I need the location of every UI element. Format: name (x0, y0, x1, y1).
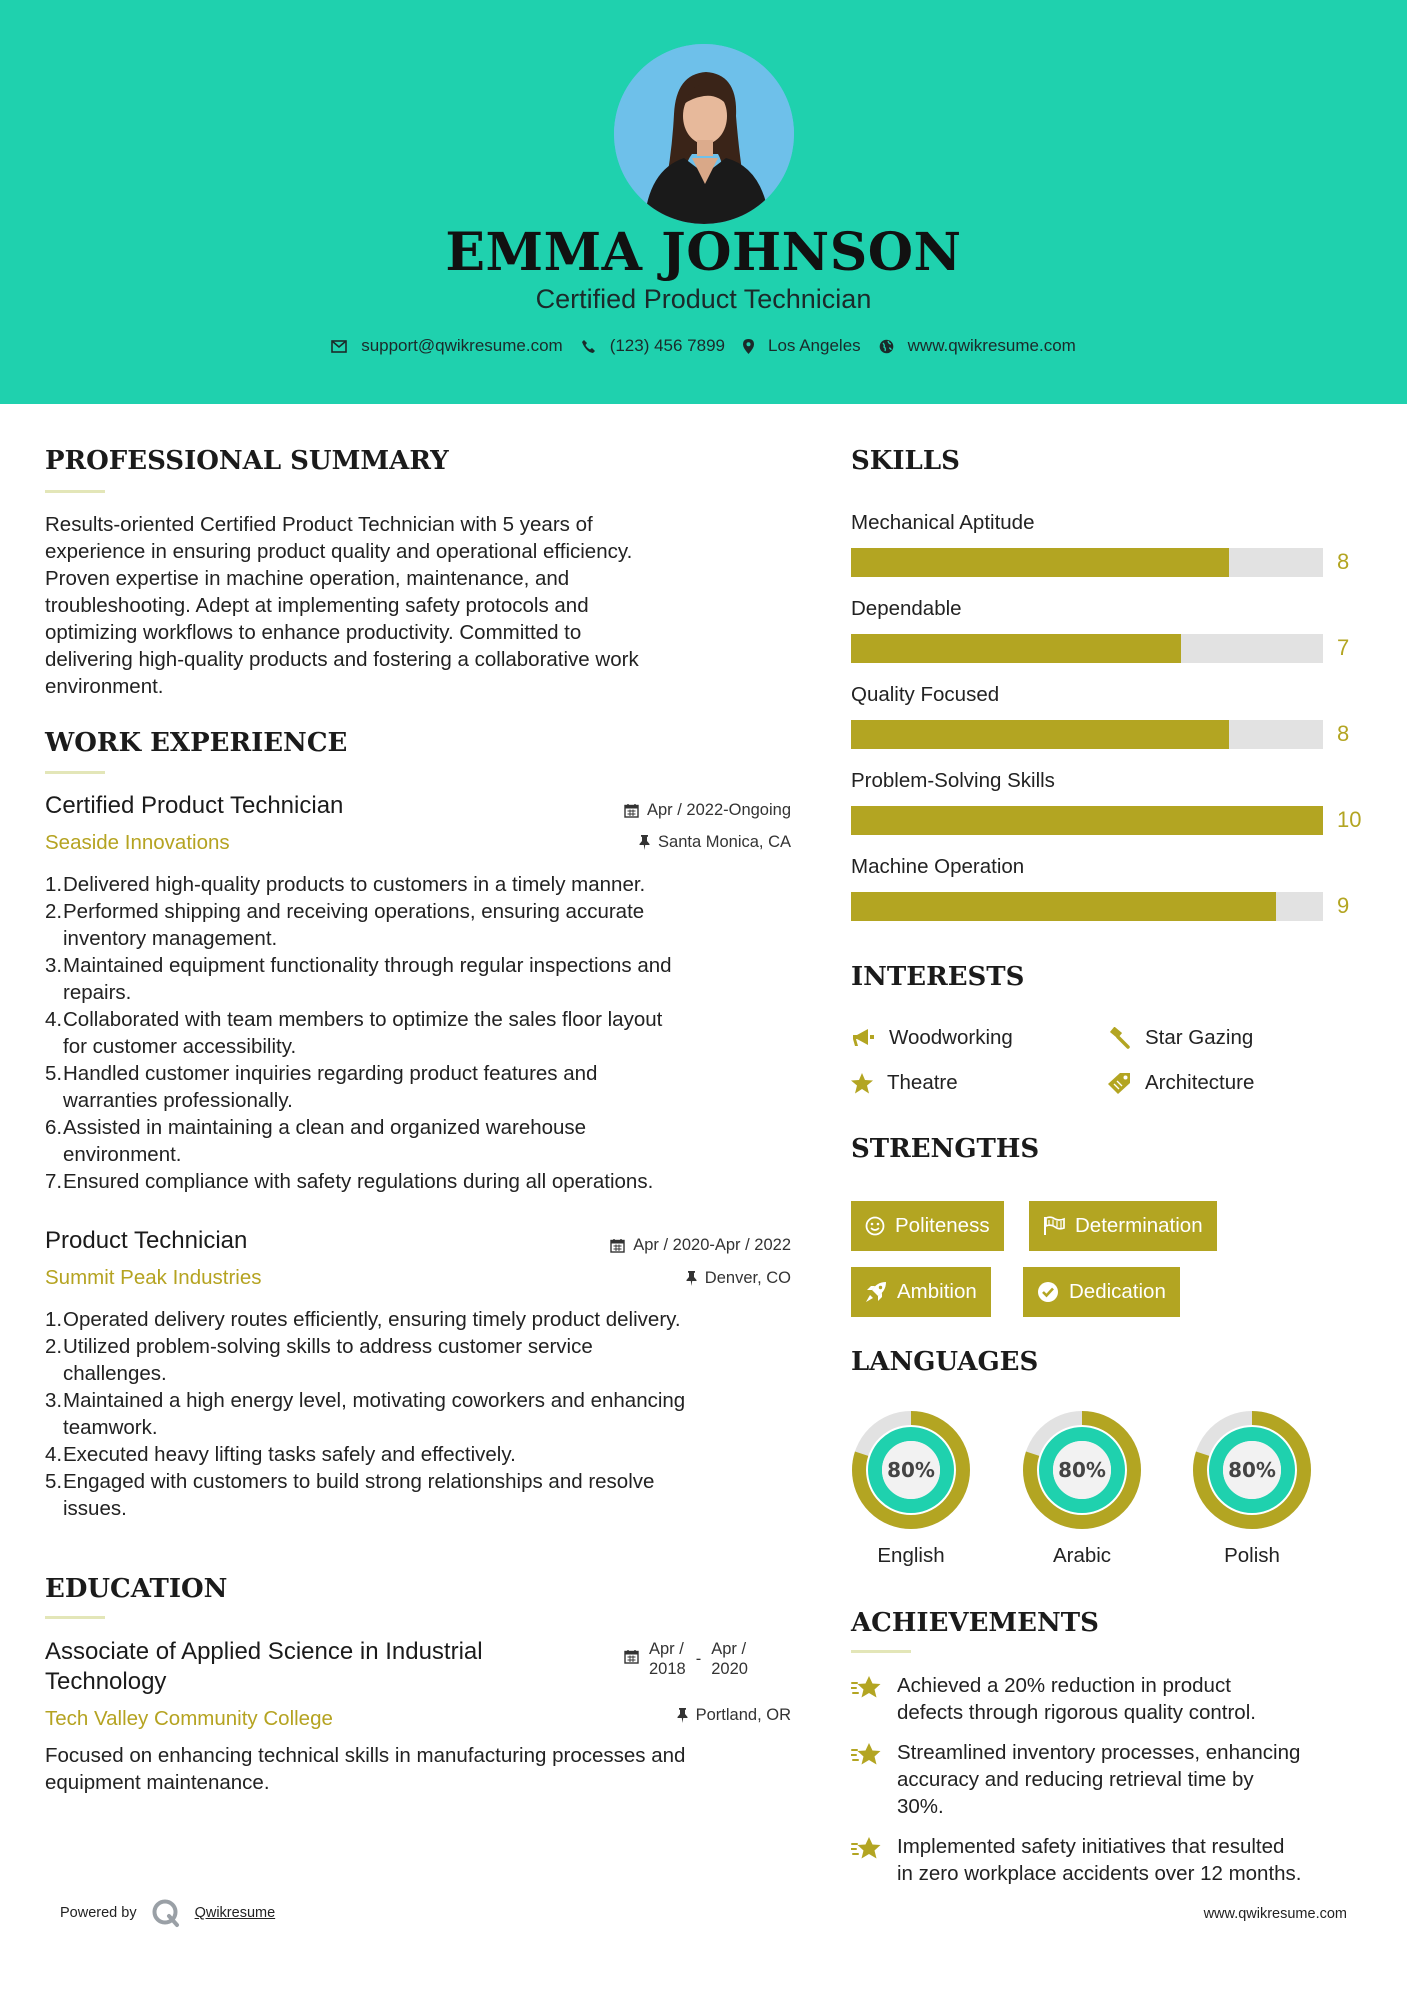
summary-rule (45, 490, 105, 493)
pushpin-icon (639, 835, 650, 850)
skill-value: 8 (1337, 721, 1350, 746)
email-text: support@qwikresume.com (361, 336, 563, 355)
footer-site-link[interactable]: www.qwikresume.com (1203, 1906, 1347, 1922)
bullet-line: inventory management. (63, 927, 278, 950)
language-ring-graphic (851, 1410, 971, 1530)
skill-bar-fill (851, 634, 1181, 663)
list-item (45, 1060, 805, 1114)
rocket-icon (865, 1281, 887, 1303)
footer-powered-by (60, 1898, 275, 1928)
list-item (45, 1387, 805, 1441)
job-date (540, 801, 791, 820)
contact-location (743, 336, 861, 356)
strength-label: Ambition (897, 1280, 977, 1303)
language-percent: 80% (1228, 1458, 1276, 1482)
envelope-icon (331, 340, 347, 353)
education-date (624, 1639, 748, 1679)
gavel-icon (1107, 1027, 1131, 1049)
skill-bar-track (851, 720, 1323, 749)
job-date (540, 1236, 791, 1255)
achievement-item (851, 1833, 1371, 1887)
achievements-heading: ACHIEVEMENTS (851, 1608, 1099, 1638)
avatar (614, 44, 794, 224)
skill-label: Problem-Solving Skills (851, 769, 1055, 792)
language-percent: 80% (1058, 1458, 1106, 1482)
tag-icon (1107, 1072, 1131, 1094)
bullet-number: 2. (45, 1335, 63, 1358)
bullet-line: environment. (63, 1143, 182, 1166)
job-date-text: Apr / 2022-Ongoing (646, 801, 791, 819)
flag-icon (1043, 1216, 1065, 1236)
education-desc-line: Focused on enhancing technical skills in manufacturing processes and (45, 1744, 686, 1767)
summary-line: environment. (45, 675, 164, 698)
achievement-item (851, 1672, 1371, 1726)
language-percent: 80% (887, 1458, 935, 1482)
bullet-number: 6. (45, 1116, 63, 1139)
powered-by-text: Powered by (60, 1905, 137, 1921)
bullet-number: 3. (45, 1389, 63, 1412)
achievement-text (897, 1672, 1256, 1726)
map-pin-icon (743, 339, 754, 354)
education-location (540, 1706, 791, 1725)
bullet-line: Ensured compliance with safety regulations during all operations. (63, 1170, 654, 1193)
bullet-number: 7. (45, 1170, 63, 1193)
list-item (45, 871, 805, 898)
bullet-number: 1. (45, 873, 63, 896)
interest-label: Star Gazing (1145, 1026, 1254, 1049)
date-text: 2018 (649, 1660, 686, 1678)
skill-label: Mechanical Aptitude (851, 511, 1035, 534)
interest-item (851, 1026, 1013, 1050)
interests-heading: INTERESTS (851, 962, 1025, 992)
skill-value: 8 (1337, 549, 1350, 574)
summary-heading: PROFESSIONAL SUMMARY (45, 446, 449, 476)
list-item (45, 1168, 805, 1195)
job-bullets (45, 871, 805, 1195)
bullet-line: Maintained a high energy level, motivating coworkers and enhancing (63, 1389, 686, 1412)
summary-line: troubleshooting. Adept at implementing safety protocols and (45, 594, 589, 617)
summary-line: Results-oriented Certified Product Technician with 5 years of (45, 513, 593, 536)
language-ring (851, 1410, 971, 1535)
star-award-icon (851, 1835, 883, 1863)
pushpin-icon (686, 1271, 697, 1286)
bullet-line: Engaged with customers to build strong relationships and resolve (63, 1470, 655, 1493)
interest-item (851, 1071, 958, 1095)
language-name: English (877, 1544, 945, 1567)
education-desc-line: equipment maintenance. (45, 1771, 270, 1794)
list-item (45, 1333, 805, 1387)
contact-bar (0, 336, 1407, 356)
strengths-heading: STRENGTHS (851, 1134, 1040, 1164)
summary-line: optimizing workflows to enhance productivity. Committed to (45, 621, 582, 644)
star-award-icon (851, 1741, 883, 1769)
degree-line: Associate of Applied Science in Industrial (45, 1638, 483, 1665)
contact-phone[interactable] (581, 336, 725, 356)
bullet-line: Maintained equipment functionality through regular inspections and (63, 954, 672, 977)
bullet-line: Performed shipping and receiving operations, ensuring accurate (63, 900, 645, 923)
job-location-text: Denver, CO (704, 1269, 791, 1287)
calendar-icon (624, 1649, 639, 1664)
job-title: Product Technician (45, 1227, 248, 1254)
summary-line: Proven expertise in machine operation, maintenance, and (45, 567, 570, 590)
star-icon (851, 1073, 873, 1094)
language-ring-graphic (1192, 1410, 1312, 1530)
list-item (45, 1114, 805, 1168)
bullet-line: Handled customer inquiries regarding product features and (63, 1062, 598, 1085)
interest-label: Theatre (887, 1071, 958, 1094)
list-item (45, 1006, 805, 1060)
job-location (540, 833, 791, 852)
achievement-item (851, 1739, 1371, 1820)
interest-item (1107, 1026, 1253, 1050)
skill-bar-fill (851, 720, 1229, 749)
phone-icon (581, 339, 596, 354)
profile-photo (614, 44, 794, 224)
star-award-icon (851, 1674, 883, 1702)
bullet-number: 5. (45, 1062, 63, 1085)
skill-bar-track (851, 548, 1323, 577)
achievement-text (897, 1833, 1302, 1887)
list-item (45, 952, 805, 1006)
bullet-line: Utilized problem-solving skills to address customer service (63, 1335, 593, 1358)
bullet-line: Operated delivery routes efficiently, ensuring timely product delivery. (63, 1308, 681, 1331)
job-bullets (45, 1306, 805, 1522)
bullet-line: issues. (63, 1497, 127, 1520)
skill-label: Quality Focused (851, 683, 1000, 706)
bullet-line: Collaborated with team members to optimize the sales floor layout (63, 1008, 663, 1031)
job-location (540, 1269, 791, 1288)
skill-bar-track (851, 892, 1323, 921)
bullet-line: teamwork. (63, 1416, 158, 1439)
contact-website[interactable] (879, 336, 1076, 356)
achievement-line: Achieved a 20% reduction in product (897, 1674, 1231, 1697)
experience-rule (45, 771, 105, 774)
brand-link[interactable]: Qwikresume (194, 1905, 276, 1921)
education-date-end (711, 1639, 748, 1679)
candidate-name: EMMA JOHNSON (445, 222, 962, 283)
check-circle-icon (1037, 1281, 1059, 1303)
achievements-rule (851, 1650, 911, 1653)
phone-text: (123) 456 7899 (609, 336, 726, 355)
qwikresume-logo-icon (151, 1898, 181, 1928)
skill-bar-track (851, 634, 1323, 663)
strength-label: Politeness (895, 1214, 990, 1237)
interest-item (1107, 1071, 1254, 1095)
list-item (45, 1468, 805, 1522)
language-ring (1022, 1410, 1142, 1535)
bullet-line: Assisted in maintaining a clean and organized warehouse (63, 1116, 587, 1139)
language-name: Polish (1224, 1544, 1280, 1567)
achievement-line: defects through rigorous quality control. (897, 1701, 1256, 1724)
list-item (45, 898, 805, 952)
job-company: Seaside Innovations (45, 831, 230, 854)
education-desc (45, 1742, 805, 1796)
skill-bar-fill (851, 806, 1323, 835)
bullet-line: challenges. (63, 1362, 167, 1385)
megaphone-icon (851, 1028, 875, 1048)
header-banner (0, 0, 1407, 404)
skill-label: Machine Operation (851, 855, 1025, 878)
bullet-number: 2. (45, 900, 63, 923)
calendar-icon (624, 803, 639, 818)
job-company: Summit Peak Industries (45, 1266, 262, 1289)
calendar-icon (610, 1238, 625, 1253)
achievement-line: accuracy and reducing retrieval time by (897, 1768, 1254, 1791)
bullet-line: Executed heavy lifting tasks safely and effectively. (63, 1443, 516, 1466)
date-text: Apr / (649, 1640, 684, 1658)
bullet-number: 3. (45, 954, 63, 977)
bullet-number: 4. (45, 1443, 63, 1466)
interest-label: Woodworking (889, 1026, 1013, 1049)
achievement-line: in zero workplace accidents over 12 months. (897, 1862, 1302, 1885)
experience-heading: WORK EXPERIENCE (45, 728, 348, 758)
skill-bar-fill (851, 892, 1276, 921)
bullet-line: warranties professionally. (63, 1089, 293, 1112)
list-item (45, 1306, 805, 1333)
strength-badge (1023, 1267, 1180, 1317)
achievement-line: Implemented safety initiatives that resulted (897, 1835, 1285, 1858)
summary-line: experience in ensuring product quality and operational efficiency. (45, 540, 633, 563)
location-text: Los Angeles (768, 336, 861, 355)
job-date-text: Apr / 2020-Apr / 2022 (633, 1236, 791, 1254)
achievement-line: Streamlined inventory processes, enhancing (897, 1741, 1301, 1764)
bullet-line: repairs. (63, 981, 132, 1004)
strength-label: Determination (1075, 1214, 1203, 1237)
candidate-title: Certified Product Technician (535, 284, 872, 314)
skill-value: 7 (1337, 635, 1350, 660)
skills-heading: SKILLS (851, 446, 960, 476)
job-location-text: Santa Monica, CA (658, 833, 791, 851)
bullet-number: 5. (45, 1470, 63, 1493)
date-separator: - (695, 1650, 702, 1668)
contact-email[interactable] (331, 336, 563, 356)
school-name: Tech Valley Community College (45, 1707, 333, 1730)
globe-icon (879, 339, 894, 354)
strength-badge (851, 1267, 991, 1317)
smile-icon (865, 1216, 885, 1236)
skill-label: Dependable (851, 597, 962, 620)
skill-value: 9 (1337, 893, 1350, 918)
summary-line: delivering high-quality products and fostering a collaborative work (45, 648, 639, 671)
skill-value: 10 (1337, 807, 1362, 832)
date-text: 2020 (711, 1660, 748, 1678)
strength-badge (1029, 1201, 1217, 1251)
bullet-line: for customer accessibility. (63, 1035, 297, 1058)
pushpin-icon (677, 1708, 688, 1723)
summary-text (45, 511, 805, 700)
language-ring-graphic (1022, 1410, 1142, 1530)
website-text: www.qwikresume.com (907, 336, 1076, 355)
education-date-start (649, 1639, 686, 1679)
bullet-number: 4. (45, 1008, 63, 1031)
strength-badge (851, 1201, 1004, 1251)
list-item (45, 1441, 805, 1468)
bullet-number: 1. (45, 1308, 63, 1331)
language-name: Arabic (1052, 1544, 1112, 1567)
job-title: Certified Product Technician (45, 792, 344, 819)
degree-line: Technology (45, 1668, 167, 1695)
degree-title (45, 1637, 483, 1697)
language-ring (1192, 1410, 1312, 1535)
skill-bar-track (851, 806, 1323, 835)
achievement-text (897, 1739, 1300, 1820)
languages-heading: LANGUAGES (851, 1347, 1039, 1377)
date-text: Apr / (711, 1640, 747, 1658)
education-heading: EDUCATION (45, 1574, 228, 1604)
education-location-text: Portland, OR (695, 1706, 791, 1724)
achievement-line: 30%. (897, 1795, 944, 1818)
skill-bar-fill (851, 548, 1229, 577)
interest-label: Architecture (1145, 1071, 1255, 1094)
bullet-line: Delivered high-quality products to customers in a timely manner. (63, 873, 646, 896)
education-rule (45, 1616, 105, 1619)
strength-label: Dedication (1069, 1280, 1166, 1303)
